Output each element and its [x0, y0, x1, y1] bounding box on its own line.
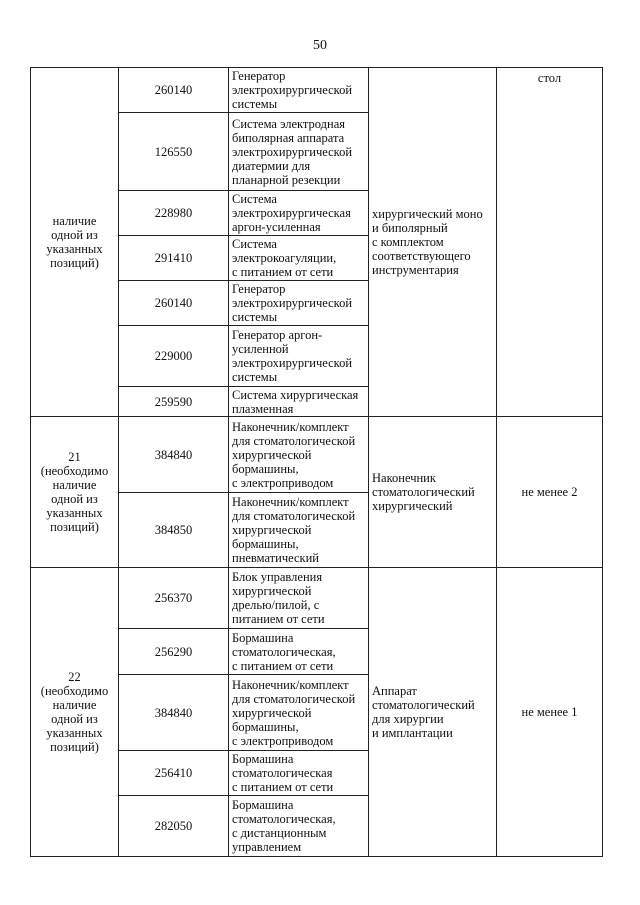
code-cell: 384850 — [119, 493, 229, 568]
name-cell: Блок управления хирургической дрелью/пилой, с питанием от сети — [229, 568, 369, 629]
table-row — [31, 68, 603, 113]
code-cell: 259590 — [119, 387, 229, 417]
name-cell: Генератор аргон- усиленной электрохирургической системы — [229, 326, 369, 387]
description-cell: хирургический моно и биполярный с комплектом соответствующего инструментария — [369, 68, 497, 417]
code-cell: 228980 — [119, 191, 229, 236]
name-cell: Система электрохирургическая аргон-усиленная — [229, 191, 369, 236]
position-cell: 21 (необходимо наличие одной из указанных позиций) — [31, 417, 119, 568]
code-cell: 126550 — [119, 113, 229, 191]
name-cell: Генератор электрохирургической системы — [229, 281, 369, 326]
page-number: 50 — [313, 38, 327, 53]
table-row — [31, 417, 603, 493]
name-cell: Наконечник/комплект для стоматологической хирургической бормашины, с электроприводом — [229, 417, 369, 493]
table-row — [31, 568, 603, 629]
equipment-table — [30, 67, 603, 857]
code-cell: 384840 — [119, 417, 229, 493]
description-cell: Наконечник стоматологический хирургический — [369, 417, 497, 568]
code-cell: 384840 — [119, 675, 229, 751]
name-cell: Система хирургическая плазменная — [229, 387, 369, 417]
description-cell: Аппарат стоматологический для хирургии и имплантации — [369, 568, 497, 857]
name-cell: Бормашина стоматологическая, с дистанционным управлением — [229, 796, 369, 857]
quantity-cell: стол — [497, 68, 603, 417]
quantity-cell: не менее 1 — [497, 568, 603, 857]
code-cell: 256410 — [119, 751, 229, 796]
name-cell: Генератор электрохирургической системы — [229, 68, 369, 113]
position-cell: наличие одной из указанных позиций) — [31, 68, 119, 417]
code-cell: 260140 — [119, 281, 229, 326]
code-cell: 229000 — [119, 326, 229, 387]
code-cell: 260140 — [119, 68, 229, 113]
name-cell: Бормашина стоматологическая с питанием от сети — [229, 751, 369, 796]
code-cell: 256370 — [119, 568, 229, 629]
name-cell: Система электродная биполярная аппарата электрохирургической диатермии для планарной резекции — [229, 113, 369, 191]
name-cell: Бормашина стоматологическая, с питанием от сети — [229, 629, 369, 675]
code-cell: 291410 — [119, 236, 229, 281]
name-cell: Система электрокоагуляции, с питанием от сети — [229, 236, 369, 281]
code-cell: 282050 — [119, 796, 229, 857]
code-cell: 256290 — [119, 629, 229, 675]
quantity-cell: не менее 2 — [497, 417, 603, 568]
position-cell: 22 (необходимо наличие одной из указанных позиций) — [31, 568, 119, 857]
name-cell: Наконечник/комплект для стоматологической хирургической бормашины, с электроприводом — [229, 675, 369, 751]
name-cell: Наконечник/комплект для стоматологической хирургической бормашины, пневматический — [229, 493, 369, 568]
